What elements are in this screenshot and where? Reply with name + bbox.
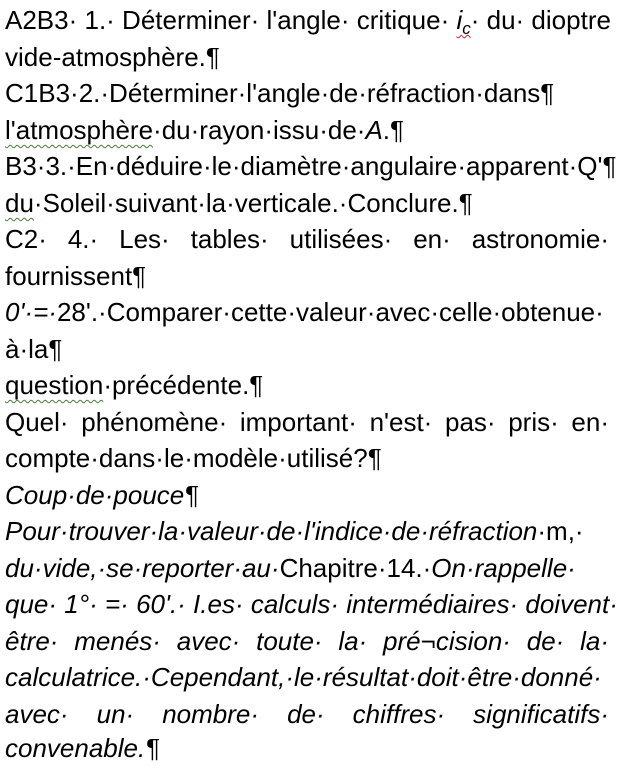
line-18: être· menés· avec· toute· la· pré¬cision· de· la· [5, 626, 609, 656]
line-11: question·précédente.¶ [5, 370, 264, 400]
line-8: fournissent¶ [5, 261, 147, 291]
line-9: 0'·=·28'.·Comparer·cette·valeur·avec·celle·obtenue· [5, 297, 604, 327]
line-13: compte·dans·le·modèle·utilisé?¶ [5, 443, 382, 473]
line-3: C1B3·2.·Déterminer·l'angle·de·réfraction·dans¶ [5, 78, 555, 108]
ic-symbol: $i_c$ [456, 5, 471, 38]
line-20: avec· un· nombre· de· chiffres· significatifs· [5, 699, 609, 729]
line-5: B3·3.·En·déduire·le·diamètre·angulaire·apparent·Q'¶ [5, 151, 617, 181]
line-12: Quel· phénomène· important· n'est· pas· pris· en· [5, 407, 609, 437]
line-21: convenable.¶ [5, 733, 160, 763]
line-19: calculatrice.·Cependant,·le·résultat·doit·être·donné· [5, 662, 602, 692]
line-7: C2· 4.· Les· tables· utilisées· en· astronomie· [5, 224, 609, 254]
line-6: du·Soleil·suivant·la·verticale.·Conclure.¶ [5, 188, 473, 218]
line-14: Coup·de·pouce¶ [5, 480, 199, 510]
line-4: l'atmosphère·du·rayon·issu·de·A.¶ [5, 115, 404, 145]
line-10: à·la¶ [5, 334, 63, 364]
line-17: que· 1°· =· 60'.· I.es· calculs· intermédiaires· doivent· [5, 589, 618, 619]
line-15: Pour·trouver·la·valeur·de·l'indice·de·réfraction·m,· [5, 516, 584, 546]
line-16: du·vide,·se·reporter·au·Chapitre·14.·On·rappelle· [5, 553, 576, 583]
line-2: vide-atmosphère.¶ [5, 42, 220, 72]
line-1: A2B3· 1.· Déterminer· l'angle· critique· $i_c\cdot du\cdot$ dioptre [5, 5, 611, 38]
